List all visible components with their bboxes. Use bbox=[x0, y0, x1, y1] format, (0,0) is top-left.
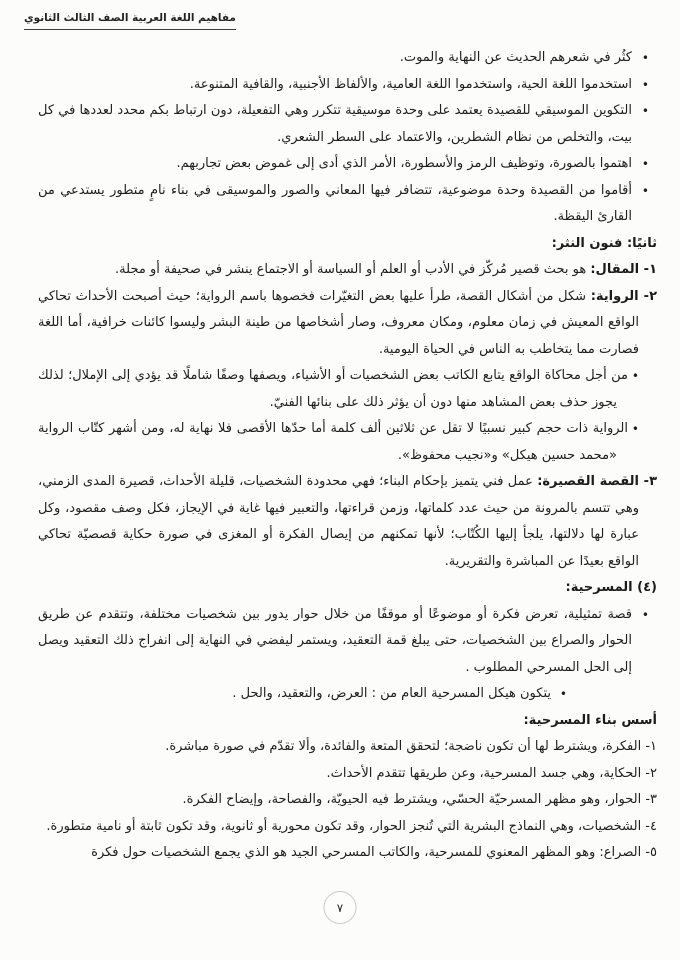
bullet-text: من أجل محاكاة الواقع يتابع الكاتب بعض الشخصيات أو الأشياء، ويصفها وصفًا شاملًا قد يؤدي إلى الإملال؛ لذلك يجوز حذف بعض المشاهد منها دون أن يؤثر ذلك على بنائها الفنيّ. bbox=[38, 368, 628, 410]
novel-definition bbox=[38, 284, 657, 364]
play-section-heading: (٤) المسرحية: bbox=[565, 580, 657, 595]
bullet-icon: • bbox=[641, 104, 649, 118]
bullet-icon: • bbox=[641, 607, 649, 622]
prose-section-heading: ثانيًا: فنون النثر: bbox=[551, 235, 657, 251]
bullet-text: قصة تمثيلية، تعرض فكرة أو موضوعًا أو موقفًا من خلال حوار يدور بين شخصيات مختلفة، وتتقدم عن طريق الحوار والصراع بين الشخصيات، حتى يبلغ قمة التعقيد، ويستمر ليفضي في النهاية إلى انفراج ذلك التعقيد ويصل إلى الحل المسرحي المطلوب . bbox=[38, 606, 632, 675]
page-number: ٧ bbox=[336, 900, 344, 915]
foundation-item: ٤- الشخصيات، وهي النماذج البشرية التي تُنجز الحوار، وقد تكون محورية أو ثانوية، وقد تكون ثابتة أو نامية متطورة. bbox=[46, 818, 657, 834]
bullet-text: اهتموا بالصورة، وتوظيف الرمز والأسطورة، الأمر الذي أدى إلى غموض بعض تجاربهم. bbox=[176, 156, 632, 171]
bullet-icon: • bbox=[641, 157, 649, 171]
bullet-text: استخدموا اللغة الحية، واستخدموا اللغة العامية، والألفاظ الأجنبية، والقافية المتنوعة. bbox=[189, 76, 632, 92]
play-foundations-heading: أسس بناء المسرحية: bbox=[523, 712, 657, 728]
poetry-feature-bullet bbox=[38, 98, 657, 151]
bullet-text: يتكون هيكل المسرحية العام من : العرض، والتعقيد، والحل . bbox=[232, 686, 551, 701]
short-story-definition bbox=[38, 469, 657, 575]
bullet-icon: • bbox=[641, 51, 649, 65]
running-head-title: مفاهيم اللغة العربية الصف الثالث الثانوي bbox=[24, 12, 236, 30]
bullet-text: كثُر في شعرهم الحديث عن النهاية والموت. bbox=[399, 50, 632, 65]
definition-text: شكل من أشكال القصة، طرأ عليها بعض التغيّرات فخصوها باسم الرواية؛ حيث أصبحت الأحداث تحاكي الواقع المعيش في زمان معلوم، ومكان معروف، وصار أشخاصها من طينة البشر وليسوا كائنات خرافية، أما اللغة فصارت مما يتخاطب به الناس في الحياة اليومية. bbox=[38, 288, 639, 357]
poetry-feature-bullet bbox=[38, 151, 657, 178]
bullet-icon: • bbox=[641, 183, 649, 198]
foundation-item: ١- الفكرة، ويشترط لها أن تكون ناضجة؛ لتحقق المتعة والفائدة، وألا تقدّم في صورة مباشرة. bbox=[165, 739, 657, 754]
bullet-text: الرواية ذات حجم كبير نسبيًا لا تقل عن ثلاثين ألف كلمة أما حدّها الأقصى فلا نهاية له، ومن أشهر كتّاب الرواية «محمد حسين هيكل» و«نجيب محفوظ». bbox=[38, 421, 628, 463]
foundation-item: ٥- الصراع: وهو المظهر المعنوي للمسرحية، والكاتب المسرحي الجيد هو الذي يجمع الشخصيات حول فكرة bbox=[91, 845, 657, 860]
poetry-feature-bullet bbox=[38, 178, 657, 231]
bullet-text: أقاموا من القصيدة وحدة موضوعية، تتضافر فيها المعاني والصور والموسيقى في بناء نامٍ متطور يستدعي من القارئ اليقظة. bbox=[38, 182, 632, 224]
term-label: ٣- القصة القصيرة: bbox=[537, 474, 657, 489]
foundation-item: ٢- الحكاية، وهي جسد المسرحية، وعن طريقها تتقدم الأحداث. bbox=[326, 765, 657, 781]
bullet-text: التكوين الموسيقي للقصيدة يعتمد على وحدة موسيقية تتكرر وهي التفعيلة، دون ارتباط بكم محدد لعددها في كل بيت، والتخلص من نظام الشطرين، والاعتماد على السطر الشعري. bbox=[38, 103, 632, 145]
article-definition bbox=[38, 257, 657, 284]
bullet-icon: • bbox=[641, 77, 649, 92]
term-label: ٢- الرواية: bbox=[590, 288, 657, 304]
page-body bbox=[38, 45, 657, 887]
play-structure-bullet bbox=[38, 681, 577, 708]
page-number-badge bbox=[324, 891, 357, 924]
foundation-item: ٣- الحوار، وهو مظهر المسرحيّة الحسّي، ويشترط فيه الحيويّة، والفصاحة، وإيضاح الفكرة. bbox=[182, 792, 657, 807]
term-label: ١- المقال: bbox=[590, 262, 657, 277]
play-definition-bullet bbox=[38, 602, 657, 682]
bullet-icon: • bbox=[631, 422, 639, 436]
bullet-icon: • bbox=[559, 687, 567, 701]
novel-note-bullet bbox=[38, 363, 657, 416]
poetry-feature-bullet bbox=[38, 45, 657, 72]
novel-note-bullet bbox=[38, 416, 657, 469]
definition-text: هو بحث قصير مُركّز في الأدب أو العلم أو السياسة أو الاجتماع ينشر في صحيفة أو مجلة. bbox=[115, 262, 587, 277]
bullet-icon: • bbox=[631, 369, 639, 383]
definition-text: عمل فني يتميز بإحكام البناء؛ فهي محدودة الشخصيات، قليلة الأحداث، قصيرة المدى الزمني، وهي تتسم بالمرونة من حيث عدد كلماتها، وزمن قراءتها، والتعبير فيها غاية في الإيجاز، فكل وصف مقصود، وكل عبارة لها دلالتها، يلجأ إليها الكُتّاب؛ لأنها تمكنهم من إيصال الفكرة أو المغزى في صورة حكاية قصصيّة تحاكي الواقع بعيدًا عن المباشرة والتقريرية. bbox=[38, 474, 639, 569]
poetry-feature-bullet bbox=[38, 72, 657, 99]
